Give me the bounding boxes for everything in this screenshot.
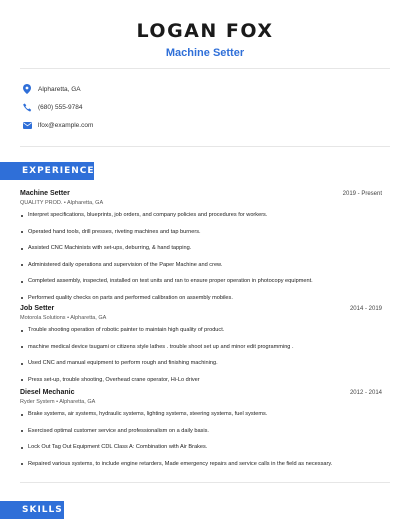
job-organization: Ryder System • Alpharetta, GA [20, 399, 96, 405]
candidate-title: Machine Setter [165, 47, 245, 59]
bullet-item: Completed assembly, inspected, installed on test units and ran to ensure proper operation in photocopy equipment. [20, 278, 382, 285]
bullet-item: Assisted CNC Machinists with set-ups, deburring, & hand tapping. [20, 245, 382, 252]
job-dates: 2014 - 2019 [349, 306, 382, 312]
job-dates: 2012 - 2014 [349, 390, 382, 396]
bullet-item: Exercised optimal customer service and professionalism on a daily basis. [20, 428, 382, 435]
resume-header [0, 0, 410, 59]
bullet-item: Trouble shooting operation of robotic painter to maintain high quality of product. [20, 327, 382, 334]
section-heading-experience: EXPERIENCE [0, 162, 94, 180]
bullet-item: Interpret specifications, blueprints, job orders, and company policies and procedures for workers. [20, 212, 382, 219]
job-title: Machine Setter [20, 190, 70, 197]
contact-location [22, 80, 322, 98]
contact-text: Alpharetta, GA [38, 85, 81, 93]
divider [20, 146, 390, 147]
job-entry [20, 190, 382, 302]
job-organization: Motorola Solutions • Alpharetta, GA [20, 315, 107, 321]
location-pin-icon [22, 84, 32, 94]
divider [20, 68, 390, 69]
contact-email [22, 116, 322, 134]
divider [20, 482, 390, 483]
bullet-item: Brake systems, air systems, hydraulic systems, lighting systems, steering systems, fuel systems. [20, 411, 382, 418]
contact-list [22, 80, 322, 134]
job-organization: QUALITY PROD. • Alpharetta, GA [20, 200, 104, 206]
email-icon [22, 120, 32, 130]
job-bullets [20, 411, 382, 468]
contact-text: lfox@example.com [38, 121, 94, 129]
section-heading-skills: SKILLS [0, 501, 64, 519]
bullet-item: Used CNC and manual equipment to perform rough and finishing machining. [20, 360, 382, 367]
contact-text: (680) 555-9784 [38, 103, 83, 111]
bullet-item: Lock Out Tag Out Equipment CDL Class A: Combination with Air Brakes. [20, 444, 382, 451]
bullet-item: Operated hand tools, drill presses, riveting machines and tap burners. [20, 229, 382, 236]
contact-phone [22, 98, 322, 116]
bullet-item: Administered daily operations and supervision of the Paper Machine and crew. [20, 262, 382, 269]
phone-icon [22, 102, 32, 112]
bullet-item: Performed quality checks on parts and performed calibration on assembly mobiles. [20, 295, 382, 302]
bullet-item: machine medical device tsugami or citizens style lathes . trouble shoot set up and minor edit programming . [20, 344, 382, 351]
job-bullets [20, 212, 382, 302]
job-title: Job Setter [20, 305, 55, 312]
job-title: Diesel Mechanic [20, 389, 75, 396]
bullet-item: Repaired various systems, to include engine retarders, Made emergency repairs and service calls in the field as necessary. [20, 461, 382, 468]
job-dates: 2019 - Present [342, 191, 382, 197]
bullet-item: Press set-up, trouble shooting, Overhead crane operator, Hi-Lo driver [20, 377, 382, 384]
candidate-name: LOGAN FOX [136, 20, 274, 42]
job-entry [20, 389, 382, 468]
job-entry [20, 305, 382, 384]
job-bullets [20, 327, 382, 384]
